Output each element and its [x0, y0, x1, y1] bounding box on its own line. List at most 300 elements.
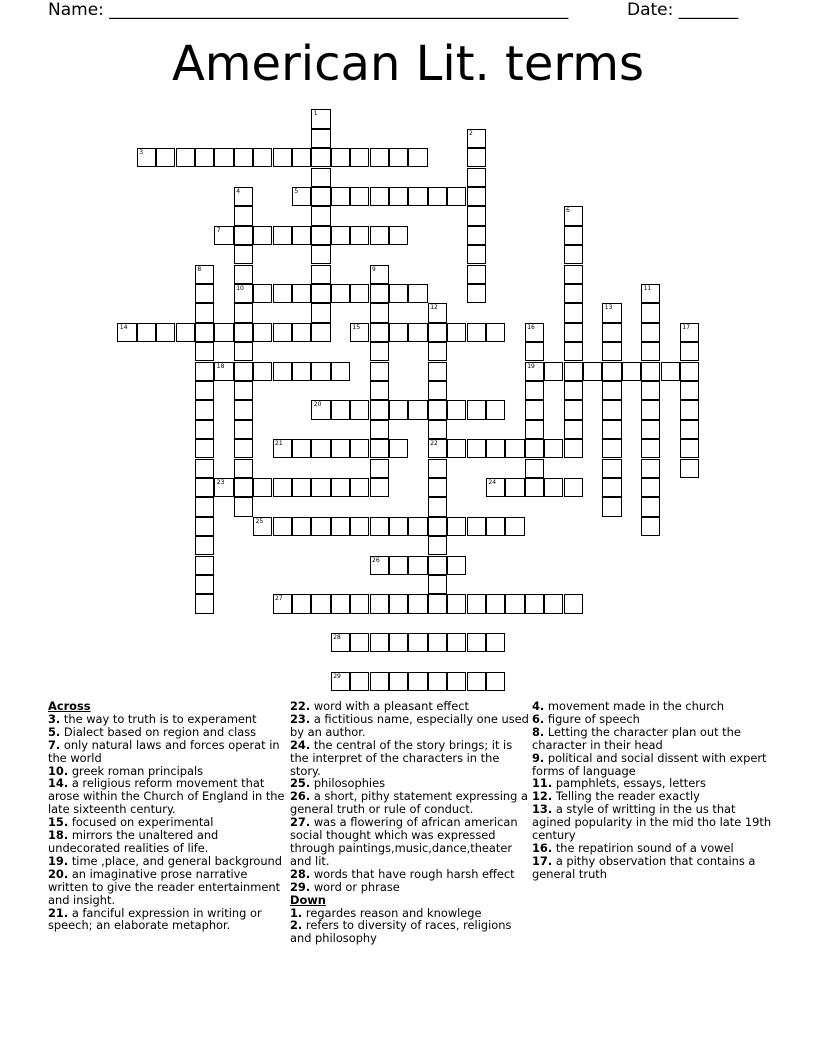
- crossword-cell[interactable]: [447, 187, 466, 206]
- crossword-cell[interactable]: [544, 362, 563, 381]
- crossword-cell[interactable]: [408, 323, 427, 342]
- crossword-cell[interactable]: [292, 439, 311, 458]
- crossword-cell[interactable]: [486, 439, 505, 458]
- crossword-cell[interactable]: [273, 517, 292, 536]
- crossword-cell[interactable]: [641, 478, 660, 497]
- crossword-cell[interactable]: [331, 400, 350, 419]
- crossword-cell[interactable]: [602, 381, 621, 400]
- crossword-cell[interactable]: [350, 439, 369, 458]
- crossword-cell[interactable]: [273, 594, 292, 613]
- crossword-cell[interactable]: [525, 594, 544, 613]
- crossword-cell[interactable]: [505, 439, 524, 458]
- crossword-cell[interactable]: [602, 400, 621, 419]
- crossword-cell[interactable]: [486, 672, 505, 691]
- crossword-cell[interactable]: [467, 284, 486, 303]
- crossword-cell[interactable]: [408, 672, 427, 691]
- crossword-cell[interactable]: [234, 342, 253, 361]
- crossword-cell[interactable]: [176, 148, 195, 167]
- crossword-cell[interactable]: [350, 594, 369, 613]
- crossword-cell[interactable]: [195, 265, 214, 284]
- crossword-cell[interactable]: [195, 342, 214, 361]
- crossword-cell[interactable]: [331, 148, 350, 167]
- crossword-cell[interactable]: [195, 420, 214, 439]
- crossword-cell[interactable]: [564, 362, 583, 381]
- crossword-cell[interactable]: [253, 323, 272, 342]
- crossword-cell[interactable]: [408, 556, 427, 575]
- crossword-cell[interactable]: [331, 439, 350, 458]
- crossword-cell[interactable]: [641, 362, 660, 381]
- crossword-cell[interactable]: [156, 323, 175, 342]
- crossword-cell[interactable]: [641, 517, 660, 536]
- crossword-cell[interactable]: [195, 323, 214, 342]
- crossword-cell[interactable]: [428, 362, 447, 381]
- crossword-cell[interactable]: [641, 420, 660, 439]
- crossword-cell[interactable]: [505, 594, 524, 613]
- crossword-cell[interactable]: [602, 362, 621, 381]
- crossword-cell[interactable]: [292, 226, 311, 245]
- crossword-cell[interactable]: [195, 575, 214, 594]
- crossword-cell[interactable]: [467, 129, 486, 148]
- crossword-cell[interactable]: [408, 187, 427, 206]
- clue-column-1: [48, 700, 288, 932]
- crossword-cell[interactable]: [428, 497, 447, 516]
- crossword-cell[interactable]: [428, 633, 447, 652]
- crossword-cell[interactable]: [370, 265, 389, 284]
- crossword-cell[interactable]: [370, 284, 389, 303]
- across-clue: 29. word or phrase: [290, 879, 400, 894]
- crossword-cell[interactable]: [350, 672, 369, 691]
- crossword-cell[interactable]: [350, 633, 369, 652]
- crossword-cell[interactable]: [311, 109, 330, 128]
- crossword-cell[interactable]: [311, 400, 330, 419]
- crossword-cell[interactable]: [292, 517, 311, 536]
- crossword-cell[interactable]: [253, 362, 272, 381]
- crossword-cell[interactable]: [234, 381, 253, 400]
- crossword-cell[interactable]: [370, 517, 389, 536]
- crossword-cell[interactable]: [311, 245, 330, 264]
- crossword-cell[interactable]: [467, 323, 486, 342]
- crossword-cell[interactable]: [176, 323, 195, 342]
- crossword-cell[interactable]: [564, 245, 583, 264]
- crossword-cell[interactable]: [234, 323, 253, 342]
- crossword-cell[interactable]: [350, 400, 369, 419]
- crossword-cell[interactable]: [195, 148, 214, 167]
- crossword-cell[interactable]: [311, 148, 330, 167]
- crossword-cell[interactable]: [311, 206, 330, 225]
- crossword-cell[interactable]: [370, 633, 389, 652]
- crossword-cell[interactable]: [641, 323, 660, 342]
- crossword-cell[interactable]: [486, 594, 505, 613]
- crossword-cell[interactable]: [602, 478, 621, 497]
- crossword-cell[interactable]: [389, 633, 408, 652]
- crossword-cell[interactable]: [428, 556, 447, 575]
- crossword-cell[interactable]: [525, 342, 544, 361]
- crossword-cell[interactable]: [311, 187, 330, 206]
- crossword-cell[interactable]: [350, 478, 369, 497]
- crossword-cell[interactable]: [195, 478, 214, 497]
- crossword-cell[interactable]: [389, 323, 408, 342]
- crossword-cell[interactable]: [311, 594, 330, 613]
- crossword-cell[interactable]: [273, 284, 292, 303]
- crossword-cell[interactable]: [641, 439, 660, 458]
- crossword-cell[interactable]: [467, 245, 486, 264]
- crossword-cell[interactable]: [467, 633, 486, 652]
- crossword-cell[interactable]: [311, 362, 330, 381]
- crossword-cell[interactable]: [253, 284, 272, 303]
- crossword-cell[interactable]: [428, 517, 447, 536]
- crossword-cell[interactable]: [214, 323, 233, 342]
- crossword-cell[interactable]: [350, 187, 369, 206]
- crossword-cell[interactable]: [602, 459, 621, 478]
- crossword-cell[interactable]: [564, 400, 583, 419]
- crossword-cell[interactable]: [447, 672, 466, 691]
- crossword-cell[interactable]: [214, 148, 233, 167]
- crossword-cell[interactable]: [680, 420, 699, 439]
- crossword-cell[interactable]: [389, 594, 408, 613]
- clue-number: 28: [333, 634, 341, 642]
- crossword-cell[interactable]: [408, 400, 427, 419]
- crossword-cell[interactable]: [195, 284, 214, 303]
- crossword-cell[interactable]: [447, 323, 466, 342]
- crossword-cell[interactable]: [234, 187, 253, 206]
- crossword-cell[interactable]: [525, 478, 544, 497]
- crossword-cell[interactable]: [331, 672, 350, 691]
- crossword-cell[interactable]: [564, 381, 583, 400]
- crossword-cell[interactable]: [234, 265, 253, 284]
- crossword-cell[interactable]: [234, 439, 253, 458]
- crossword-cell[interactable]: [467, 226, 486, 245]
- crossword-cell[interactable]: [370, 381, 389, 400]
- across-clue: 27. was a flowering of african american social thought which was expressed through paintings,music,dance,theater and lit.: [290, 815, 518, 868]
- crossword-cell[interactable]: [525, 323, 544, 342]
- crossword-cell[interactable]: [350, 284, 369, 303]
- down-clue: 2. refers to diversity of races, religions and philosophy: [290, 918, 512, 946]
- crossword-cell[interactable]: [428, 439, 447, 458]
- crossword-cell[interactable]: [602, 420, 621, 439]
- crossword-cell[interactable]: [292, 148, 311, 167]
- crossword-cell[interactable]: [273, 362, 292, 381]
- crossword-cell[interactable]: [525, 459, 544, 478]
- crossword-cell[interactable]: [602, 303, 621, 322]
- crossword-cell[interactable]: [544, 478, 563, 497]
- crossword-cell[interactable]: [583, 362, 602, 381]
- crossword-cell[interactable]: [564, 342, 583, 361]
- crossword-cell[interactable]: [564, 303, 583, 322]
- crossword-cell[interactable]: [370, 323, 389, 342]
- crossword-cell[interactable]: [564, 594, 583, 613]
- crossword-cell[interactable]: [370, 672, 389, 691]
- down-clue: 12. Telling the reader exactly: [532, 789, 700, 804]
- crossword-cell[interactable]: [641, 303, 660, 322]
- crossword-cell[interactable]: [447, 400, 466, 419]
- crossword-cell[interactable]: [389, 148, 408, 167]
- crossword-cell[interactable]: [214, 362, 233, 381]
- crossword-cell[interactable]: [311, 226, 330, 245]
- crossword-cell[interactable]: [389, 672, 408, 691]
- crossword-cell[interactable]: [680, 323, 699, 342]
- crossword-cell[interactable]: [331, 594, 350, 613]
- crossword-cell[interactable]: [564, 284, 583, 303]
- crossword-cell[interactable]: [389, 226, 408, 245]
- crossword-cell[interactable]: [447, 556, 466, 575]
- crossword-cell[interactable]: [370, 187, 389, 206]
- crossword-cell[interactable]: [447, 439, 466, 458]
- crossword-cell[interactable]: [370, 400, 389, 419]
- crossword-cell[interactable]: [428, 672, 447, 691]
- crossword-cell[interactable]: [370, 478, 389, 497]
- crossword-cell[interactable]: [331, 362, 350, 381]
- crossword-cell[interactable]: [680, 400, 699, 419]
- crossword-cell[interactable]: [486, 478, 505, 497]
- crossword-cell[interactable]: [311, 129, 330, 148]
- crossword-cell[interactable]: [428, 381, 447, 400]
- crossword-cell[interactable]: [253, 517, 272, 536]
- across-clue: 25. philosophies: [290, 776, 386, 791]
- crossword-cell[interactable]: [661, 362, 680, 381]
- crossword-cell[interactable]: [195, 556, 214, 575]
- crossword-cell[interactable]: [428, 420, 447, 439]
- crossword-cell[interactable]: [602, 439, 621, 458]
- crossword-cell[interactable]: [331, 187, 350, 206]
- crossword-cell[interactable]: [234, 420, 253, 439]
- crossword-cell[interactable]: [292, 594, 311, 613]
- crossword-cell[interactable]: [447, 633, 466, 652]
- crossword-cell[interactable]: [195, 381, 214, 400]
- crossword-cell[interactable]: [195, 594, 214, 613]
- crossword-cell[interactable]: [467, 265, 486, 284]
- crossword-cell[interactable]: [350, 226, 369, 245]
- crossword-cell[interactable]: [350, 517, 369, 536]
- crossword-cell[interactable]: [389, 187, 408, 206]
- clue-number: 25: [255, 517, 264, 525]
- crossword-cell[interactable]: [602, 497, 621, 516]
- crossword-cell[interactable]: [234, 226, 253, 245]
- crossword-cell[interactable]: [214, 226, 233, 245]
- crossword-cell[interactable]: [370, 303, 389, 322]
- crossword-cell[interactable]: [525, 362, 544, 381]
- crossword-cell[interactable]: [273, 226, 292, 245]
- crossword-cell[interactable]: [350, 323, 369, 342]
- clue-number: 1: [313, 110, 318, 118]
- crossword-cell[interactable]: [389, 284, 408, 303]
- crossword-cell[interactable]: [234, 459, 253, 478]
- crossword-cell[interactable]: [486, 400, 505, 419]
- crossword-cell[interactable]: [447, 517, 466, 536]
- crossword-cell[interactable]: [680, 459, 699, 478]
- across-clue: 23. a fictitious name, especially one used by an author.: [290, 711, 529, 739]
- crossword-cell[interactable]: [253, 478, 272, 497]
- crossword-cell[interactable]: [195, 303, 214, 322]
- crossword-cell[interactable]: [370, 420, 389, 439]
- crossword-cell[interactable]: [505, 478, 524, 497]
- crossword-cell[interactable]: [292, 323, 311, 342]
- clue-number: 9: [372, 265, 376, 273]
- crossword-cell[interactable]: [447, 594, 466, 613]
- crossword-cell[interactable]: [156, 148, 175, 167]
- crossword-cell[interactable]: [331, 478, 350, 497]
- crossword-cell[interactable]: [331, 226, 350, 245]
- crossword-cell[interactable]: [467, 672, 486, 691]
- crossword-cell[interactable]: [467, 594, 486, 613]
- crossword-cell[interactable]: [234, 148, 253, 167]
- crossword-cell[interactable]: [195, 439, 214, 458]
- crossword-cell[interactable]: [370, 226, 389, 245]
- crossword-cell[interactable]: [467, 517, 486, 536]
- crossword-cell[interactable]: [428, 187, 447, 206]
- crossword-cell[interactable]: [641, 342, 660, 361]
- crossword-cell[interactable]: [311, 168, 330, 187]
- crossword-cell[interactable]: [195, 517, 214, 536]
- crossword-cell[interactable]: [311, 478, 330, 497]
- crossword-cell[interactable]: [195, 497, 214, 516]
- crossword-cell[interactable]: [467, 187, 486, 206]
- crossword-cell[interactable]: [234, 303, 253, 322]
- crossword-cell[interactable]: [428, 575, 447, 594]
- crossword-cell[interactable]: [467, 400, 486, 419]
- crossword-cell[interactable]: [195, 400, 214, 419]
- crossword-cell[interactable]: [641, 284, 660, 303]
- crossword-cell[interactable]: [331, 284, 350, 303]
- crossword-cell[interactable]: [428, 323, 447, 342]
- crossword-cell[interactable]: [253, 148, 272, 167]
- crossword-cell[interactable]: [680, 381, 699, 400]
- crossword-cell[interactable]: [389, 439, 408, 458]
- crossword-cell[interactable]: [486, 633, 505, 652]
- crossword-cell[interactable]: [564, 226, 583, 245]
- crossword-cell[interactable]: [311, 284, 330, 303]
- crossword-cell[interactable]: [292, 284, 311, 303]
- crossword-cell[interactable]: [428, 400, 447, 419]
- clue-number: 20: [313, 401, 322, 409]
- crossword-cell[interactable]: [564, 420, 583, 439]
- crossword-cell[interactable]: [137, 148, 156, 167]
- crossword-cell[interactable]: [428, 342, 447, 361]
- crossword-cell[interactable]: [117, 323, 136, 342]
- crossword-cell[interactable]: [428, 303, 447, 322]
- crossword-cell[interactable]: [641, 459, 660, 478]
- crossword-cell[interactable]: [564, 265, 583, 284]
- crossword-cell[interactable]: [311, 323, 330, 342]
- crossword-cell[interactable]: [525, 439, 544, 458]
- crossword-cell[interactable]: [389, 556, 408, 575]
- crossword-cell[interactable]: [389, 517, 408, 536]
- crossword-cell[interactable]: [292, 362, 311, 381]
- crossword-cell[interactable]: [428, 536, 447, 555]
- crossword-cell[interactable]: [564, 439, 583, 458]
- crossword-cell[interactable]: [370, 556, 389, 575]
- crossword-cell[interactable]: [564, 206, 583, 225]
- crossword-cell[interactable]: [273, 323, 292, 342]
- crossword-cell[interactable]: [273, 478, 292, 497]
- crossword-cell[interactable]: [273, 148, 292, 167]
- crossword-cell[interactable]: [370, 362, 389, 381]
- crossword-cell[interactable]: [234, 362, 253, 381]
- crossword-cell[interactable]: [428, 478, 447, 497]
- crossword-cell[interactable]: [253, 226, 272, 245]
- crossword-cell[interactable]: [408, 148, 427, 167]
- crossword-cell[interactable]: [467, 168, 486, 187]
- crossword-cell[interactable]: [292, 187, 311, 206]
- crossword-cell[interactable]: [680, 439, 699, 458]
- crossword-cell[interactable]: [680, 342, 699, 361]
- crossword-cell[interactable]: [544, 439, 563, 458]
- crossword-cell[interactable]: [234, 206, 253, 225]
- crossword-cell[interactable]: [234, 284, 253, 303]
- crossword-cell[interactable]: [428, 459, 447, 478]
- crossword-cell[interactable]: [408, 517, 427, 536]
- crossword-cell[interactable]: [622, 362, 641, 381]
- crossword-cell[interactable]: [370, 459, 389, 478]
- crossword-cell[interactable]: [195, 362, 214, 381]
- clue-number: 8: [197, 265, 202, 273]
- crossword-cell[interactable]: [564, 323, 583, 342]
- clue-number: 24: [488, 478, 497, 486]
- crossword-cell[interactable]: [370, 342, 389, 361]
- crossword-cell[interactable]: [486, 323, 505, 342]
- crossword-cell[interactable]: [370, 148, 389, 167]
- crossword-cell[interactable]: [214, 478, 233, 497]
- crossword-cell[interactable]: [525, 400, 544, 419]
- crossword-cell[interactable]: [408, 594, 427, 613]
- crossword-cell[interactable]: [641, 381, 660, 400]
- crossword-cell[interactable]: [311, 265, 330, 284]
- crossword-cell[interactable]: [602, 342, 621, 361]
- crossword-cell[interactable]: [370, 594, 389, 613]
- crossword-cell[interactable]: [408, 284, 427, 303]
- crossword-cell[interactable]: [331, 517, 350, 536]
- across-clue: 28. words that have rough harsh effect: [290, 866, 515, 881]
- crossword-cell[interactable]: [234, 400, 253, 419]
- crossword-cell[interactable]: [350, 148, 369, 167]
- down-clue: 9. political and social dissent with expert forms of language: [532, 750, 767, 778]
- crossword-cell[interactable]: [273, 439, 292, 458]
- clue-number: 23: [216, 478, 225, 486]
- crossword-cell[interactable]: [564, 478, 583, 497]
- crossword-cell[interactable]: [525, 420, 544, 439]
- crossword-cell[interactable]: [467, 148, 486, 167]
- crossword-cell[interactable]: [525, 381, 544, 400]
- crossword-cell[interactable]: [641, 497, 660, 516]
- crossword-cell[interactable]: [486, 517, 505, 536]
- crossword-cell[interactable]: [389, 400, 408, 419]
- crossword-cell[interactable]: [428, 594, 447, 613]
- crossword-cell[interactable]: [195, 459, 214, 478]
- crossword-cell[interactable]: [370, 439, 389, 458]
- across-clue: 19. time ,place, and general background: [48, 853, 283, 868]
- crossword-cell[interactable]: [234, 497, 253, 516]
- crossword-cell[interactable]: [467, 206, 486, 225]
- clue-number: 27: [275, 595, 283, 603]
- crossword-cell[interactable]: [234, 478, 253, 497]
- crossword-cell[interactable]: [408, 633, 427, 652]
- crossword-cell[interactable]: [641, 400, 660, 419]
- crossword-cell[interactable]: [311, 517, 330, 536]
- crossword-cell[interactable]: [234, 245, 253, 264]
- crossword-cell[interactable]: [505, 517, 524, 536]
- across-clue: 10. greek roman principals: [48, 763, 204, 778]
- crossword-cell[interactable]: [467, 439, 486, 458]
- crossword-cell[interactable]: [544, 594, 563, 613]
- crossword-cell[interactable]: [602, 323, 621, 342]
- crossword-cell[interactable]: [195, 536, 214, 555]
- crossword-cell[interactable]: [137, 323, 156, 342]
- crossword-cell[interactable]: [311, 303, 330, 322]
- crossword-cell[interactable]: [680, 362, 699, 381]
- crossword-cell[interactable]: [331, 633, 350, 652]
- crossword-cell[interactable]: [292, 478, 311, 497]
- across-clue: 20. an imaginative prose narrative written to give the reader entertainment and insight.: [48, 866, 281, 907]
- crossword-cell[interactable]: [311, 439, 330, 458]
